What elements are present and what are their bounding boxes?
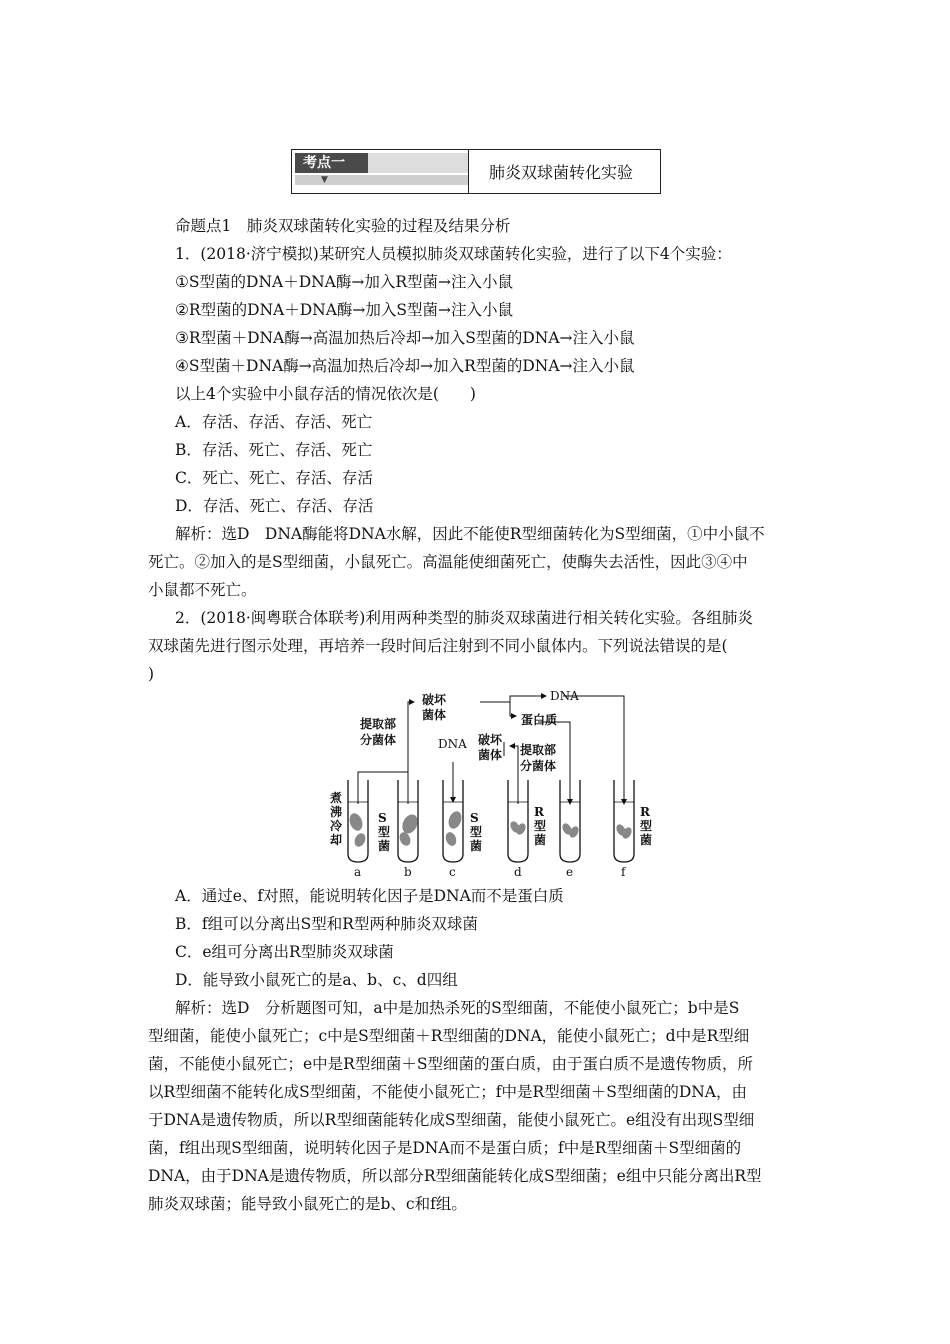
section-tag [295, 153, 465, 189]
break-label-2a: 破坏 [478, 733, 503, 747]
q1-option-d: D．存活、死亡、存活、存活 [175, 497, 374, 515]
q2-analysis-1: 解析：选D 分析题图可知，a中是加热杀死的S型细菌，不能使小鼠死亡；b中是S [175, 999, 740, 1017]
tube-label-b: b [404, 865, 412, 879]
q2-analysis-5: 于DNA是遗传物质，所以R型细菌能转化成S型细菌，能使小鼠死亡。e组没有出现S型细 [148, 1111, 755, 1129]
r-label-1a: R [534, 805, 544, 819]
q2-analysis-2: 型细菌，能使小鼠死亡；c中是S型细菌＋R型细菌的DNA，能使小鼠死亡；d中是R型细 [148, 1027, 750, 1045]
q1-analysis-1: 解析：选D DNA酶能将DNA水解，因此不能使R型细菌转化为S型细菌，①中小鼠不 [175, 525, 765, 543]
q1-option-b: B．存活、死亡、存活、死亡 [175, 441, 373, 459]
tube-label-c: c [449, 865, 456, 879]
boil-label-2: 沸 [330, 805, 343, 819]
q1-analysis-3: 小鼠都不死亡。 [148, 581, 257, 599]
q2-analysis-8: 肺炎双球菌；能导致小鼠死亡的是b、c和f组。 [148, 1195, 467, 1213]
q2-analysis-3: 菌，不能使小鼠死亡；e中是R型细菌＋S型细菌的蛋白质，由于蛋白质不是遗传物质，所 [148, 1055, 753, 1073]
r-label-2c: 菌 [640, 833, 653, 847]
r-label-2a: R [640, 805, 650, 819]
q1-stem: 1．(2018·济宁模拟)某研究人员模拟肺炎双球菌转化实验，进行了以下4个实验： [175, 245, 732, 263]
r-label-2b: 型 [640, 819, 653, 833]
s-label-1a: S [378, 811, 387, 825]
chevron-down-icon: ▼ [321, 175, 328, 185]
q1-exp-3: ③R型菌＋DNA酶→高温加热后冷却→加入S型菌的DNA→注入小鼠 [175, 329, 635, 347]
tube-b [398, 780, 421, 862]
q2-stem-2: 双球菌先进行图示处理，再培养一段时间后注射到不同小鼠体内。下列说法错误的是( [148, 637, 728, 655]
break-label-1a: 破坏 [422, 693, 447, 707]
extract-label-2a: 提取部 [520, 743, 557, 757]
dna-label-2: DNA [438, 737, 467, 751]
boil-label-3: 冷 [330, 819, 343, 833]
section-header [291, 149, 661, 194]
q2-stem-1: 2．(2018·闽粤联合体联考)利用两种类型的肺炎双球菌进行相关转化实验。各组肺炎 [175, 609, 753, 627]
r-label-1b: 型 [534, 819, 547, 833]
q1-option-a: A．存活、存活、存活、死亡 [175, 413, 373, 431]
s-label-1b: 型 [378, 825, 391, 839]
topic-heading: 命题点1 肺炎双球菌转化实验的过程及结果分析 [175, 217, 511, 235]
q2-option-b: B．f组可以分离出S型和R型两种肺炎双球菌 [175, 915, 478, 933]
break-label-1b: 菌体 [422, 708, 447, 722]
tube-label-d: d [514, 865, 522, 879]
q1-option-c: C．死亡、死亡、存活、存活 [175, 469, 373, 487]
dna-label-1: DNA [550, 689, 579, 703]
break-label-2b: 菌体 [478, 748, 503, 762]
q2-analysis-7: DNA，由于DNA是遗传物质，所以部分R型细菌能转化成S型细菌；e组中只能分离出R型 [148, 1167, 762, 1185]
experiment-figure [318, 682, 658, 880]
q1-exp-2: ②R型菌的DNA＋DNA酶→加入S型菌→注入小鼠 [175, 301, 514, 319]
section-tag-label: 考点一 [295, 153, 368, 173]
q2-option-d: D．能导致小鼠死亡的是a、b、c、d四组 [175, 971, 458, 989]
boil-label-4: 却 [330, 833, 343, 847]
s-label-2a: S [470, 811, 479, 825]
extract-label-2b: 分菌体 [520, 759, 557, 773]
tube-label-f: f [621, 865, 626, 879]
protein-label: 蛋白质 [521, 713, 558, 727]
q2-stem-3: ) [148, 665, 155, 683]
extract-label-1a: 提取部 [360, 717, 397, 731]
boil-label-1: 煮 [330, 791, 343, 805]
q2-analysis-6: 菌，f组出现S型细菌，说明转化因子是DNA而不是蛋白质；f中是R型细菌＋S型细菌的 [148, 1139, 742, 1157]
q1-analysis-2: 死亡。②加入的是S型细菌，小鼠死亡。高温能使细菌死亡，使酶失去活性，因此③④中 [148, 553, 748, 571]
q1-exp-1: ①S型菌的DNA＋DNA酶→加入R型菌→注入小鼠 [175, 273, 514, 291]
s-label-2b: 型 [470, 825, 483, 839]
extract-label-1b: 分菌体 [360, 733, 397, 747]
r-label-1c: 菌 [534, 833, 547, 847]
q2-option-a: A．通过e、f对照，能说明转化因子是DNA而不是蛋白质 [175, 887, 564, 905]
tube-label-a: a [354, 865, 362, 879]
q1-exp-4: ④S型菌＋DNA酶→高温加热后冷却→加入R型菌的DNA→注入小鼠 [175, 357, 635, 375]
q1-ask: 以上4个实验中小鼠存活的情况依次是( ) [175, 385, 476, 403]
q2-option-c: C．e组可分离出R型肺炎双球菌 [175, 943, 394, 961]
s-label-2c: 菌 [470, 839, 483, 853]
section-title: 肺炎双球菌转化实验 [489, 163, 634, 182]
tube-label-e: e [566, 865, 574, 879]
s-label-1c: 菌 [378, 839, 391, 853]
q2-analysis-4: 以R型细菌不能转化成S型细菌，不能使小鼠死亡；f中是R型细菌＋S型细菌的DNA，由 [148, 1083, 748, 1101]
